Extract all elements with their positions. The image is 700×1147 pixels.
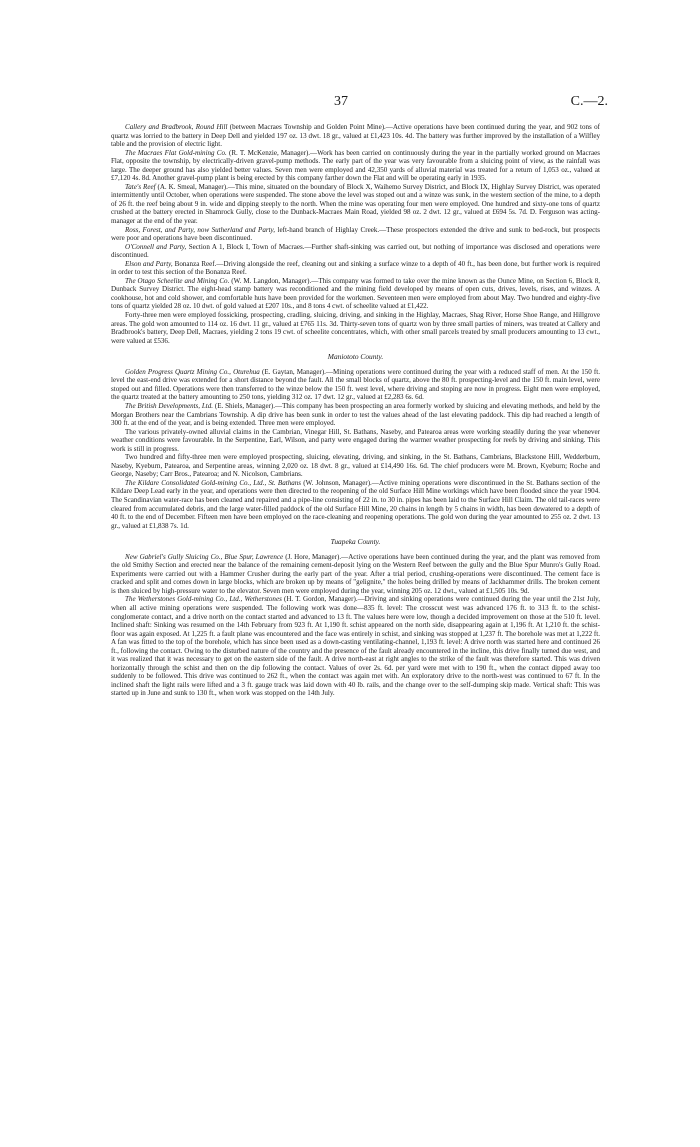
paragraph-text: The various privately-owned alluvial claims in the Cambrian, Vinegar Hill, St. Bathans, Naseby, and Patearoa areas were working steadily during the year whenever weather conditions were favourable. In the Serpentine, Earl, Wilson, and party were engaged during the warmer weather prospecting for reefs by driving and sinking. This work is still in progress. [111,427,600,453]
section-heading: Maniototo County. [327,352,384,362]
paragraph [111,453,600,479]
paragraph-lead: Golden Progress Quartz Mining Co., Oturehua [125,367,260,376]
paragraph-text: Section A 1, Block I, Town of Macraes.—Further shaft-sinking was carried out, but nothing of importance was disclosed and operations were discontinued. [111,242,600,260]
paragraph-lead: The Wetherstones Gold-mining Co., Ltd., Wetherstones [125,595,282,604]
paragraph [111,243,600,260]
paragraph-lead: Ross, Forest, and Party, now Sutherland and Party, [125,225,276,234]
document-reference: C.—2. [570,94,608,109]
paragraph [111,226,600,243]
paragraph [111,428,600,454]
paragraph-text: (J. Hore, Manager).—Active operations have been continued during the year, and the plant was removed from the old Smithy Section and erected near the balance of the remaining cement-deposit lying on the Western Reef between the gully and the Blue Spur Munro's Gully Road. Experiments were carried out with a Hammer Crusher during the early part of the year. After a trial period, crushing-operations were discontinued. The cement face is cracked and split and comes down in large blocks, which are broken up by means of "gelignite," the holes being drilled by means of Jackhammer drills. The broken cement is then sluiced by high-pressure water to the elevator. Seven men were employed during the year, winning 205 oz. 12 dwt., valued at £1,505 10s. 9d. [111,552,600,595]
paragraph-lead: The British Developments, Ltd. [125,401,214,410]
paragraph-text: (A. K. Smeal, Manager).—This mine, situated on the boundary of Block X, Waihemo Survey District, and Block IX, Highlay Survey District, was operated intermittently until October, when operations were suspended. The stone above the level was stoped out and a winze was sunk, in the western section of the mine, to a depth of 26 ft. the reef being about 9 in. wide and dipping steeply to the north. When the mine was operating four men were employed. One hundred and sixty-one tons of quartz crushed at the battery erected in Shamrock Gully, close to the Dunback-Macraes Main Road, yielded 98 oz. 2 dwt. 12 gr., valued at £694 5s. 7d. D. Ferguson was acting-manager at the end of the year. [111,182,600,226]
paragraph-text: (H. T. Gordon, Manager).—Driving and sinking operations were continued during the year until the 21st July, when all active mining operations were suspended. The following work was done—835 ft. level: The crosscut west was advanced 176 ft. to 313 ft. to the schist-conglomerate contact, and a drive north on the contact started and advanced to 13 ft. The values here were low, though a decided improvement on those at the 510 ft. level. Inclined shaft: Sinking was resumed on the 14th February from 923 ft. At 1,190 ft. schist appeared on the north side, disappearing again at 1,196 ft. At 1,210 ft. the schist-floor was again exposed. At 1,225 ft. a fault plane was encountered and the face was entirely in schist, and sinking was stopped at 1,237 ft. The borehole was met at 1,222 ft. A fan was fitted to the top of the borehole, which has since been used as a down-casting ventilating-channel, 1,193 ft. level: A drive north was started here and continued 26 ft., following the contact. Owing to the disturbed nature of the country and the presence of the fault already encountered in the incline, this drive finally turned due west, and it was realized that it was necessary to get on the eastern side of the fault. A drive north-east at right angles to the strike of the fault was therefore started. This was driven horizontally through the schist and then on the dip following the contact. Values of over 2s. 6d. per yard were met with to 190 ft., when the contact dipped away too suddenly to be followed. This drive was continued to 262 ft., when the contact was again met with. An exploratory drive to the north-west was continued to 67 ft. In the inclined shaft the light rails were lifted and a 3 ft. gauge track was laid down with 40 lb. rails, and the change over to the self-dumping skip made. Vertical shaft: This was started up in June and sunk to 130 ft., when work was stopped on the 14th July. [111,595,600,698]
paragraph [111,479,600,530]
paragraph [111,149,600,183]
paragraph-lead: The Macraes Flat Gold-mining Co. [125,148,227,157]
paragraph-text: Bonanza Reef.—Driving alongside the reef, cleaning out and sinking a surface winze to a depth of 40 ft., has been done, but further work is required in order to test this section of the Bonanza Reef. [111,259,600,277]
paragraph [111,260,600,277]
paragraph [111,277,600,311]
paragraph-lead: O'Connell and Party, [125,242,187,251]
paragraph-text: (E. Shiels, Manager).—This company has been prospecting an area formerly worked by sluicing and elevating methods, and held by the Morgan Brothers near the Cambrians Township. A dip drive has been sunk in order to test the values ahead of the last elevating paddock. This dip had reached a length of 300 ft. at the end of the year, and is being extended. Three men were employed. [111,401,600,428]
document-body [111,123,600,698]
paragraph-lead: The Otago Scheelite and Mining Co. [125,276,230,285]
paragraph-text: left-hand branch of Highlay Creek.—These prospectors extended the drive and sunk to bed-rock, but prospects were poor and operations have been discontinued. [111,225,600,243]
paragraph-lead: Tate's Reef [125,182,156,191]
paragraph-lead: Elson and Party, [125,259,173,268]
paragraph-text: (R. T. McKenzie, Manager).—Work has been carried on continuously during the year in the partially worked ground on Macraes Flat, opposite the township, by electrically-driven gravel-pump methods. The early part of the year was very favourable from a sluicing point of view, as the rainfall was large. The deeper ground has also yielded better values. Seven men were employed and 42,350 yards of alluvial material was treated for a return of 1,053 oz., valued at £7,120 4s. 8d. Another gravel-pump plant is being erected by this company farther down the Flat and will be operating early in 1935. [111,148,600,183]
paragraph-text: Two hundred and fifty-three men were employed prospecting, sluicing, elevating, driving, and sinking, in the St. Bathans, Cambrians, Blackstone Hill, Wedderburn, Naseby, Kyeburn, Patearoa, and Serpentine areas, winning 2,020 oz. 18 dwt. 8 gr., valued at £14,490 16s. 6d. The chief producers were M. Brown, Kyeburn; Roche and George, Naseby; Carr Bros., Patearoa; and N. Nicolson, Cambrians. [111,453,600,479]
paragraph-lead: Callery and Bradbrook, Round Hill [125,123,228,131]
paragraph-lead: The Kildare Consolidated Gold-mining Co., Ltd., St. Bathans [125,478,302,487]
paragraph [111,402,600,428]
paragraph [111,595,600,698]
paragraph [111,123,600,149]
paragraph [111,311,600,345]
paragraph-text: Forty-three men were employed fossicking, prospecting, cradling, sluicing, driving, and sinking in the Highlay, Macraes, Shag River, Horse Shoe Range, and Hillgrove areas. The gold won amounted to 114 oz. 16 dwt. 11 gr., valued at £765 11s. 3d. Thirty-seven tons of quartz won by three small parties of miners, was treated at Callery and Bradbrook's battery, Deep Dell, Macraes, yielding 2 tons 19 cwt. of scheelite concentrates, which, with other small parcels treated by small producers amounting to 13 cwt., were valued at £536. [111,311,600,345]
paragraph-text: (between Macraes Township and Golden Point Mine).—Active operations have been continued during the year, and 902 tons of quartz was lorried to the battery in Deep Dell and yielded 197 oz. 13 dwt. 18 gr., valued at £1,423 10s. 4d. The battery was further improved by the installation of a Wilfley table and the provision of electric light. [111,123,600,149]
paragraph-text: (W. Johnson, Manager).—Active mining operations were discontinued in the St. Bathans section of the Kildare Deep Lead early in the year, and operations were then directed to the reopening of the old Surface Hill Mine workings which have been flooded since the year 1904. The Scandinavian water-race has been cleaned and repaired and a pipe-line consisting of 22 in. to 30 in. pipes has been laid to the Surface Hill Claim. The old tail-races were cleared from accumulated debris, and the large water-filled paddock of the old Surface Hill Mine, 20 chains in length by 5 chains in width, has been dewatered to a depth of 40 ft. to the end of December. Fifteen men have been employed on the race-cleaning and reopening operations. The gold won during the year amounted to 255 oz. 2 dwt. 13 gr., valued at £1,838 7s. 1d. [111,478,600,530]
page-number: 37 [334,94,348,109]
paragraph-text: (W. M. Langdon, Manager).—This company was formed to take over the mine known as the Ounce Mine, on Section 6, Block 8, Dunback Survey District. The eight-head stamp battery was reconditioned and the mining field developed by means of open cuts, drives, levels, rises, and winzes. A cookhouse, hot and cold shower, and comfortable huts have been provided for the workmen. Seventeen men were employed from about May. Two hundred and eighty-five tons of quartz yielded 28 oz. 10 dwt. of gold valued at £207 10s., and 8 tons 4 cwt. of scheelite valued at £1,422. [111,276,601,311]
paragraph [111,553,600,596]
paragraph [111,183,600,226]
paragraph-lead: New Gabriel's Gully Sluicing Co., Blue Spur, Lawrence [125,552,284,561]
paragraph-text: (E. Gaytan, Manager).—Mining operations were continued during the year with a reduced staff of men. At the 150 ft. level the east-end drive was extended for a short distance beyond the fault. All the small blocks of quartz, above the 80 ft. prospecting-level and the 150 ft. main level, were stoped out and filled. Operations were then transferred to the winze below the 150 ft. west level, where driving and stoping are now in progress. Eight men were employed, the quartz treated at the battery amounting to 250 tons, yielding 312 oz. 17 dwt. 12 gr., valued at £2,283 6s. 6d. [111,367,600,402]
paragraph [111,368,600,402]
page-header [0,94,700,114]
section-heading: Tuapeka County. [330,537,381,547]
